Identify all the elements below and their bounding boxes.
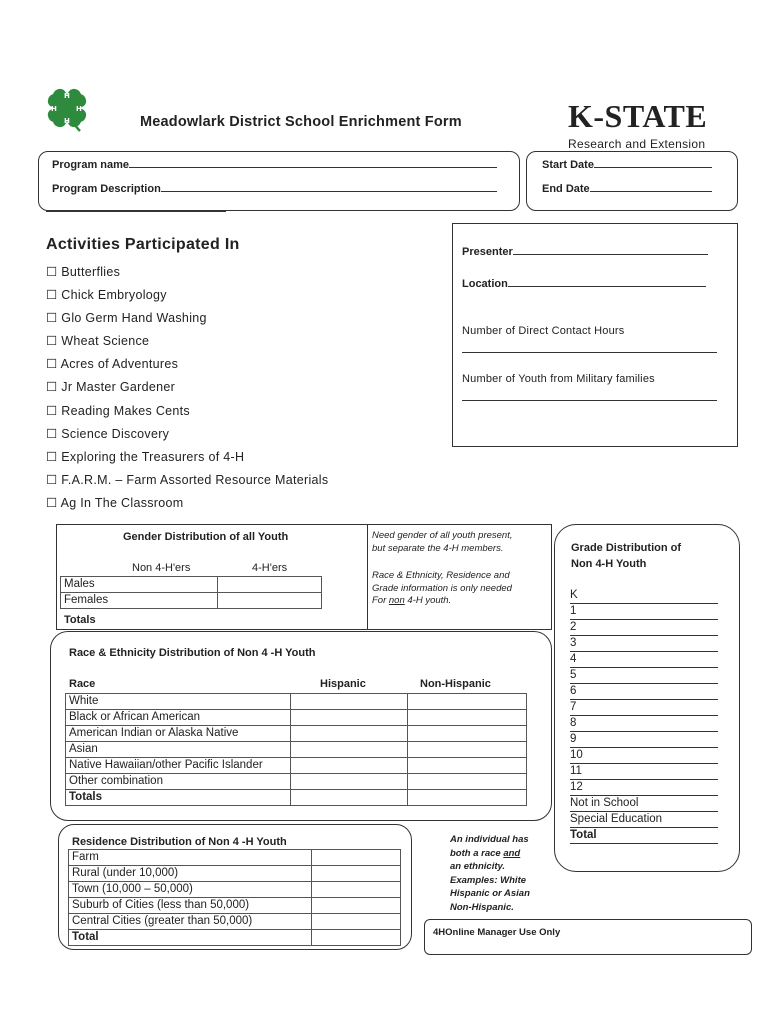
grade-row[interactable]: Special Education	[570, 812, 718, 828]
kstate-logo-text: K-STATE	[568, 98, 708, 134]
checkbox[interactable]: ☐	[46, 288, 58, 302]
race-cell[interactable]	[408, 758, 527, 774]
table-row	[69, 898, 401, 914]
checkbox[interactable]: ☐	[46, 311, 58, 325]
grade-total-row[interactable]: Total	[570, 828, 718, 844]
checkbox[interactable]: ☐	[46, 334, 58, 348]
gender-title: Gender Distribution of all Youth	[123, 531, 289, 543]
race-row-label: White	[66, 694, 291, 710]
activity-label: Science Discovery	[61, 427, 170, 441]
clover-letter: H	[51, 105, 57, 113]
race-title: Race & Ethnicity Distribution of Non 4 -H Youth	[69, 647, 316, 659]
race-cell[interactable]	[291, 710, 408, 726]
race-table	[65, 693, 527, 806]
table-row	[66, 694, 527, 710]
checkbox[interactable]: ☐	[46, 450, 58, 464]
start-date-field[interactable]	[542, 159, 712, 171]
grade-title-line: Non 4-H Youth	[571, 558, 647, 570]
military-youth-line[interactable]	[462, 400, 717, 401]
table-row	[69, 866, 401, 882]
grade-title	[571, 540, 681, 572]
program-description-underline	[46, 211, 226, 212]
table-row	[69, 914, 401, 930]
activities-heading: Activities Participated In	[46, 236, 240, 253]
residence-table	[68, 849, 401, 946]
activity-label: Glo Germ Hand Washing	[61, 311, 207, 325]
gender-col-non-4h: Non 4-H'ers	[132, 562, 191, 574]
activity-label: Reading Makes Cents	[61, 404, 190, 418]
race-cell[interactable]	[408, 726, 527, 742]
grade-row[interactable]: 7	[570, 700, 718, 716]
race-col-non-hispanic: Non-Hispanic	[420, 678, 491, 690]
table-row	[66, 774, 527, 790]
grade-row[interactable]: 9	[570, 732, 718, 748]
residence-row-label: Farm	[69, 850, 312, 866]
race-col-race: Race	[69, 678, 96, 690]
grade-row[interactable]: 8	[570, 716, 718, 732]
activity-label: Ag In The Classroom	[60, 496, 184, 510]
residence-row-label: Suburb of Cities (less than 50,000)	[69, 898, 312, 914]
race-cell[interactable]	[408, 710, 527, 726]
end-date-field[interactable]	[542, 183, 712, 195]
note-line: Need gender of all youth present,	[372, 530, 513, 541]
checkbox[interactable]: ☐	[46, 404, 58, 418]
ethnicity-note	[450, 833, 530, 914]
table-row	[69, 930, 401, 946]
table-row	[66, 710, 527, 726]
residence-cell[interactable]	[312, 914, 401, 930]
race-totals-label: Totals	[66, 790, 291, 806]
gender-cell[interactable]	[218, 593, 322, 609]
table-row	[69, 882, 401, 898]
form-title: Meadowlark District School Enrichment Form	[140, 114, 462, 130]
4h-clover-logo	[42, 85, 92, 133]
activity-item[interactable]	[46, 379, 175, 394]
residence-cell[interactable]	[312, 882, 401, 898]
checkbox[interactable]: ☐	[46, 473, 58, 487]
race-row-label: American Indian or Alaska Native	[66, 726, 291, 742]
table-row	[61, 593, 322, 609]
grade-row[interactable]: 1	[570, 604, 718, 620]
activity-item[interactable]	[46, 287, 167, 302]
race-row-label: Native Hawaiian/other Pacific Islander	[66, 758, 291, 774]
activity-label: Wheat Science	[61, 334, 150, 348]
ethnicity-note-line: Non-Hispanic.	[450, 901, 514, 913]
grade-title-line: Grade Distribution of	[571, 542, 681, 554]
race-col-hispanic: Hispanic	[320, 678, 366, 690]
kstate-subtitle: Research and Extension	[568, 137, 706, 151]
table-row	[66, 726, 527, 742]
military-youth-label: Number of Youth from Military families	[462, 373, 655, 385]
race-cell[interactable]	[291, 758, 408, 774]
activity-label: Chick Embryology	[61, 288, 167, 302]
residence-cell[interactable]	[312, 930, 401, 946]
race-cell[interactable]	[408, 774, 527, 790]
clover-letter: H	[64, 117, 70, 125]
note-line: For non 4-H youth.	[372, 595, 452, 606]
table-row	[61, 577, 322, 593]
race-cell[interactable]	[408, 742, 527, 758]
activity-item[interactable]	[46, 495, 184, 510]
program-name-label: Program name	[52, 159, 130, 171]
race-cell[interactable]	[291, 694, 408, 710]
activity-item[interactable]	[46, 426, 169, 441]
contact-hours-label: Number of Direct Contact Hours	[462, 325, 625, 337]
grade-row[interactable]: 6	[570, 684, 718, 700]
activity-item[interactable]	[46, 356, 178, 371]
activity-label: Acres of Adventures	[60, 357, 179, 371]
grade-row[interactable]: 2	[570, 620, 718, 636]
ethnicity-note-line: Hispanic or Asian	[450, 888, 530, 899]
gender-row-label: Females	[61, 593, 218, 609]
end-date-label: End Date	[542, 183, 590, 195]
grade-row[interactable]: 10	[570, 748, 718, 764]
gender-table	[60, 576, 322, 609]
grade-row[interactable]: 3	[570, 636, 718, 652]
table-row	[66, 742, 527, 758]
activity-item[interactable]	[46, 403, 190, 418]
presenter-label: Presenter	[462, 246, 513, 258]
residence-total-label: Total	[69, 930, 312, 946]
grade-row[interactable]: 5	[570, 668, 718, 684]
gender-cell[interactable]	[218, 577, 322, 593]
ethnicity-note-line: an ethnicity.	[450, 861, 506, 872]
contact-hours-line[interactable]	[462, 352, 717, 353]
race-row-label: Black or African American	[66, 710, 291, 726]
checkbox[interactable]: ☐	[46, 265, 58, 279]
manager-label: 4HOnline Manager Use Only	[433, 927, 561, 938]
activity-item[interactable]	[46, 449, 244, 464]
race-cell[interactable]	[291, 742, 408, 758]
race-cell[interactable]	[408, 790, 527, 806]
gender-col-4h: 4-H'ers	[252, 562, 288, 574]
program-description-field[interactable]	[52, 183, 497, 195]
ethnicity-note-line: An individual has	[450, 834, 529, 845]
clover-letter: H	[76, 105, 82, 113]
residence-title: Residence Distribution of Non 4 -H Youth	[72, 836, 287, 848]
table-row	[69, 850, 401, 866]
note-text	[372, 530, 512, 608]
grade-row[interactable]: 4	[570, 652, 718, 668]
location-field[interactable]	[462, 278, 706, 290]
grade-row[interactable]: K	[570, 588, 718, 604]
race-cell[interactable]	[291, 726, 408, 742]
activity-label: Butterflies	[61, 265, 121, 279]
residence-cell[interactable]	[312, 866, 401, 882]
note-line: Grade information is only needed	[372, 582, 512, 594]
note-line: Race & Ethnicity, Residence and	[372, 570, 510, 581]
gender-row-label: Males	[61, 577, 218, 593]
ethnicity-note-line: both a race and	[450, 847, 521, 859]
program-description-label: Program Description	[52, 183, 161, 195]
clover-letter: H	[64, 92, 70, 100]
note-line: but separate the 4-H members.	[372, 542, 504, 554]
residence-row-label: Central Cities (greater than 50,000)	[69, 914, 312, 930]
program-name-field[interactable]	[52, 159, 497, 171]
ethnicity-note-line: Examples: White	[450, 874, 527, 886]
activity-item[interactable]	[46, 264, 120, 279]
activity-label: Exploring the Treasurers of 4-H	[61, 450, 245, 464]
start-date-label: Start Date	[542, 159, 594, 171]
residence-cell[interactable]	[312, 898, 401, 914]
gender-totals-label: Totals	[64, 614, 96, 626]
activity-item[interactable]	[46, 472, 328, 487]
table-row	[66, 758, 527, 774]
race-cell[interactable]	[291, 774, 408, 790]
activity-label: F.A.R.M. – Farm Assorted Resource Materials	[61, 473, 329, 487]
grade-row[interactable]: Not in School	[570, 796, 718, 812]
residence-row-label: Rural (under 10,000)	[69, 866, 312, 882]
checkbox[interactable]: ☐	[46, 380, 58, 394]
presenter-field[interactable]	[462, 246, 708, 258]
activity-label: Jr Master Gardener	[61, 380, 176, 394]
grade-row[interactable]: 12	[570, 780, 718, 796]
race-row-label: Asian	[66, 742, 291, 758]
checkbox[interactable]: ☐	[46, 357, 58, 371]
location-label: Location	[462, 278, 508, 290]
checkbox[interactable]: ☐	[46, 496, 58, 510]
table-row	[66, 790, 527, 806]
residence-cell[interactable]	[312, 850, 401, 866]
activity-item[interactable]	[46, 310, 207, 325]
race-cell[interactable]	[291, 790, 408, 806]
grade-row[interactable]: 11	[570, 764, 718, 780]
residence-row-label: Town (10,000 – 50,000)	[69, 882, 312, 898]
race-cell[interactable]	[408, 694, 527, 710]
activity-item[interactable]	[46, 333, 149, 348]
race-row-label: Other combination	[66, 774, 291, 790]
checkbox[interactable]: ☐	[46, 427, 58, 441]
